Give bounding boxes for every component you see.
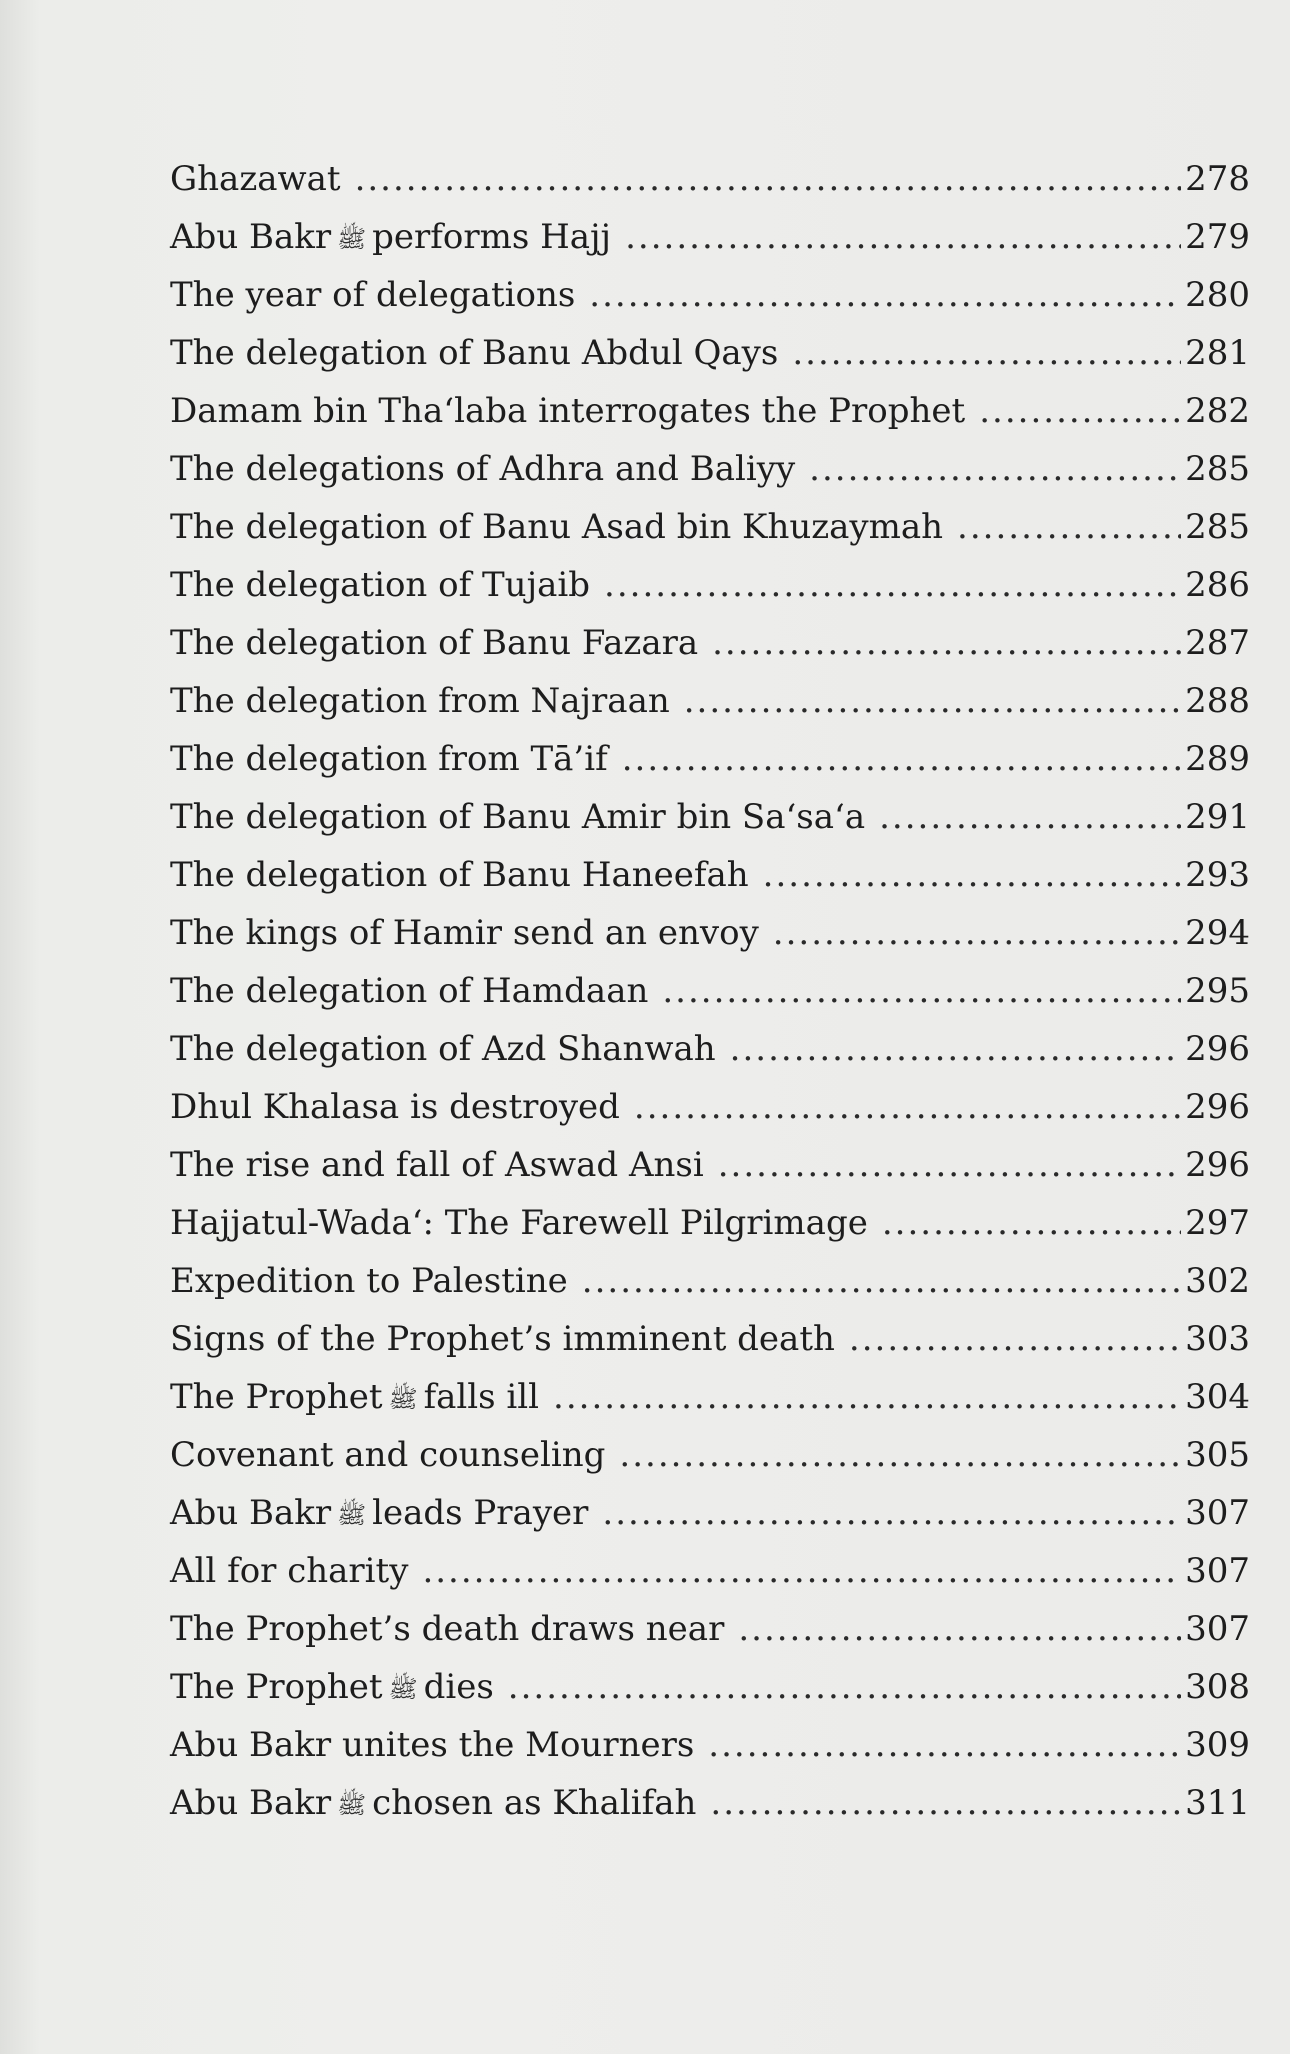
toc-entry xyxy=(170,904,1250,962)
toc-entry xyxy=(170,614,1250,672)
dot-leader xyxy=(879,788,1181,846)
toc-entry xyxy=(170,962,1250,1020)
toc-entry xyxy=(170,324,1250,382)
toc-entry-title xyxy=(170,1484,588,1544)
toc-entry-title: Signs of the Prophet’s imminent death xyxy=(170,1319,835,1359)
toc-entry-page: 278 xyxy=(1185,159,1250,199)
dot-leader xyxy=(619,1426,1181,1484)
toc-entry-title xyxy=(170,1368,539,1428)
toc-entry-title: The year of delegations xyxy=(170,275,576,315)
toc-entry-title: The Prophet’s death draws near xyxy=(170,1609,725,1649)
toc-entry-page: 296 xyxy=(1185,1029,1250,1069)
honorific-icon: ﷺ xyxy=(388,1385,418,1413)
toc-entry xyxy=(170,1368,1250,1426)
toc-entry-title-text: The Prophet xyxy=(170,1377,383,1417)
dot-leader xyxy=(604,556,1181,614)
toc-entry-title: Ghazawat xyxy=(170,159,341,199)
toc-entry-title: The delegation of Hamdaan xyxy=(170,971,649,1011)
honorific-icon: ﷺ xyxy=(337,1791,367,1819)
toc-entry-page: 288 xyxy=(1185,681,1250,721)
dot-leader xyxy=(602,1484,1181,1542)
toc-entry-page: 307 xyxy=(1185,1493,1250,1533)
toc-entry-page: 294 xyxy=(1185,913,1250,953)
toc-entry-title: The delegation from Najraan xyxy=(170,681,670,721)
toc-entry-title-text: performs Hajj xyxy=(372,217,612,257)
toc-entry-page: 307 xyxy=(1185,1551,1250,1591)
toc-entry-title-text: falls ill xyxy=(423,1377,540,1417)
toc-entry-page: 281 xyxy=(1185,333,1250,373)
toc-entry xyxy=(170,1426,1250,1484)
toc-entry-title-text: leads Prayer xyxy=(372,1493,589,1533)
toc-entry-title: The delegation of Banu Abdul Qays xyxy=(170,333,779,373)
toc-entry-title: The delegation of Azd Shanwah xyxy=(170,1029,716,1069)
toc-entry xyxy=(170,1310,1250,1368)
toc-entry-page: 279 xyxy=(1185,217,1250,257)
dot-leader xyxy=(422,1542,1181,1600)
dot-leader xyxy=(589,266,1181,324)
honorific-icon: ﷺ xyxy=(388,1675,418,1703)
toc-entry xyxy=(170,846,1250,904)
toc-entry xyxy=(170,1136,1250,1194)
dot-leader xyxy=(355,150,1182,208)
toc-entry-title: Damam bin Tha‘laba interrogates the Prophet xyxy=(170,391,966,431)
toc-entry-title: Hajjatul-Wada‘: The Farewell Pilgrimage xyxy=(170,1203,868,1243)
toc-entry xyxy=(170,1774,1250,1832)
toc-entry-title: Dhul Khalasa is destroyed xyxy=(170,1087,620,1127)
toc-entry-title: The delegation from Tā’if xyxy=(170,739,608,779)
toc-entry xyxy=(170,498,1250,556)
dot-leader xyxy=(718,1136,1181,1194)
toc-entry-page: 295 xyxy=(1185,971,1250,1011)
toc-entry-page: 309 xyxy=(1185,1725,1250,1765)
toc-entry-title: The delegation of Banu Haneefah xyxy=(170,855,749,895)
toc-entry-page: 307 xyxy=(1185,1609,1250,1649)
toc-entry-title: The delegation of Banu Fazara xyxy=(170,623,699,663)
dot-leader xyxy=(634,1078,1181,1136)
dot-leader xyxy=(809,440,1181,498)
toc-entry-page: 285 xyxy=(1185,507,1250,547)
toc-entry xyxy=(170,672,1250,730)
dot-leader xyxy=(684,672,1181,730)
toc-entry-title-text: The Prophet xyxy=(170,1667,383,1707)
toc-entry xyxy=(170,1542,1250,1600)
toc-entry xyxy=(170,1194,1250,1252)
dot-leader xyxy=(738,1600,1181,1658)
toc-entry-page: 311 xyxy=(1185,1783,1250,1823)
dot-leader xyxy=(882,1194,1181,1252)
dot-leader xyxy=(979,382,1181,440)
dot-leader xyxy=(625,208,1181,266)
toc-entry-page: 286 xyxy=(1185,565,1250,605)
dot-leader xyxy=(763,846,1181,904)
toc-entry-title: Abu Bakr unites the Mourners xyxy=(170,1725,695,1765)
toc-entry-title: The delegation of Banu Asad bin Khuzaymah xyxy=(170,507,944,547)
toc-entry-title: Expedition to Palestine xyxy=(170,1261,568,1301)
dot-leader xyxy=(712,614,1181,672)
toc-entry xyxy=(170,788,1250,846)
toc-entry xyxy=(170,382,1250,440)
toc-entry-title: The delegation of Tujaib xyxy=(170,565,591,605)
toc-entry-page: 280 xyxy=(1185,275,1250,315)
toc-entry-page: 304 xyxy=(1185,1377,1250,1417)
toc-entry-page: 293 xyxy=(1185,855,1250,895)
toc-entry-title: The delegations of Adhra and Baliyy xyxy=(170,449,796,489)
dot-leader xyxy=(849,1310,1181,1368)
toc-entry-page: 282 xyxy=(1185,391,1250,431)
toc-entry-page: 287 xyxy=(1185,623,1250,663)
toc-entry-page: 291 xyxy=(1185,797,1250,837)
toc-entry-title: All for charity xyxy=(170,1551,409,1591)
toc-entry xyxy=(170,208,1250,266)
toc-entry xyxy=(170,1600,1250,1658)
toc-entry xyxy=(170,730,1250,788)
dot-leader xyxy=(957,498,1181,556)
toc-entry-title-text: dies xyxy=(423,1667,494,1707)
toc-entry xyxy=(170,556,1250,614)
toc-entry-page: 285 xyxy=(1185,449,1250,489)
toc-entry xyxy=(170,1484,1250,1542)
dot-leader xyxy=(708,1716,1181,1774)
toc-entry xyxy=(170,1020,1250,1078)
toc-entry-page: 296 xyxy=(1185,1145,1250,1185)
toc-entry-page: 297 xyxy=(1185,1203,1250,1243)
honorific-icon: ﷺ xyxy=(337,225,367,253)
dot-leader xyxy=(622,730,1181,788)
toc-entry xyxy=(170,266,1250,324)
toc-entry-title xyxy=(170,1774,696,1834)
toc-entry-title: The kings of Hamir send an envoy xyxy=(170,913,759,953)
toc-entry-title xyxy=(170,1658,494,1718)
toc-entry-page: 289 xyxy=(1185,739,1250,779)
toc-entry-title: The rise and fall of Aswad Ansi xyxy=(170,1145,704,1185)
toc-entry-page: 308 xyxy=(1185,1667,1250,1707)
toc-entry xyxy=(170,1252,1250,1310)
toc-entry-title: The delegation of Banu Amir bin Sa‘sa‘a xyxy=(170,797,866,837)
dot-leader xyxy=(730,1020,1181,1078)
honorific-icon: ﷺ xyxy=(337,1501,367,1529)
toc-entry-title-text: chosen as Khalifah xyxy=(372,1783,697,1823)
dot-leader xyxy=(773,904,1181,962)
toc-entry xyxy=(170,150,1250,208)
toc-entry-page: 302 xyxy=(1185,1261,1250,1301)
toc-entry-title-text: Abu Bakr xyxy=(170,217,332,257)
dot-leader xyxy=(553,1368,1181,1426)
table-of-contents xyxy=(170,150,1250,1832)
dot-leader xyxy=(582,1252,1181,1310)
toc-entry-title: Covenant and counseling xyxy=(170,1435,606,1475)
toc-entry xyxy=(170,1658,1250,1716)
dot-leader xyxy=(710,1774,1181,1832)
toc-entry-page: 296 xyxy=(1185,1087,1250,1127)
toc-entry-title-text: Abu Bakr xyxy=(170,1783,332,1823)
toc-entry xyxy=(170,1716,1250,1774)
toc-entry xyxy=(170,1078,1250,1136)
dot-leader xyxy=(662,962,1181,1020)
toc-entry-page: 303 xyxy=(1185,1319,1250,1359)
toc-entry-title-text: Abu Bakr xyxy=(170,1493,332,1533)
toc-entry-page: 305 xyxy=(1185,1435,1250,1475)
toc-entry-title xyxy=(170,208,611,268)
toc-entry xyxy=(170,440,1250,498)
dot-leader xyxy=(508,1658,1181,1716)
dot-leader xyxy=(792,324,1181,382)
